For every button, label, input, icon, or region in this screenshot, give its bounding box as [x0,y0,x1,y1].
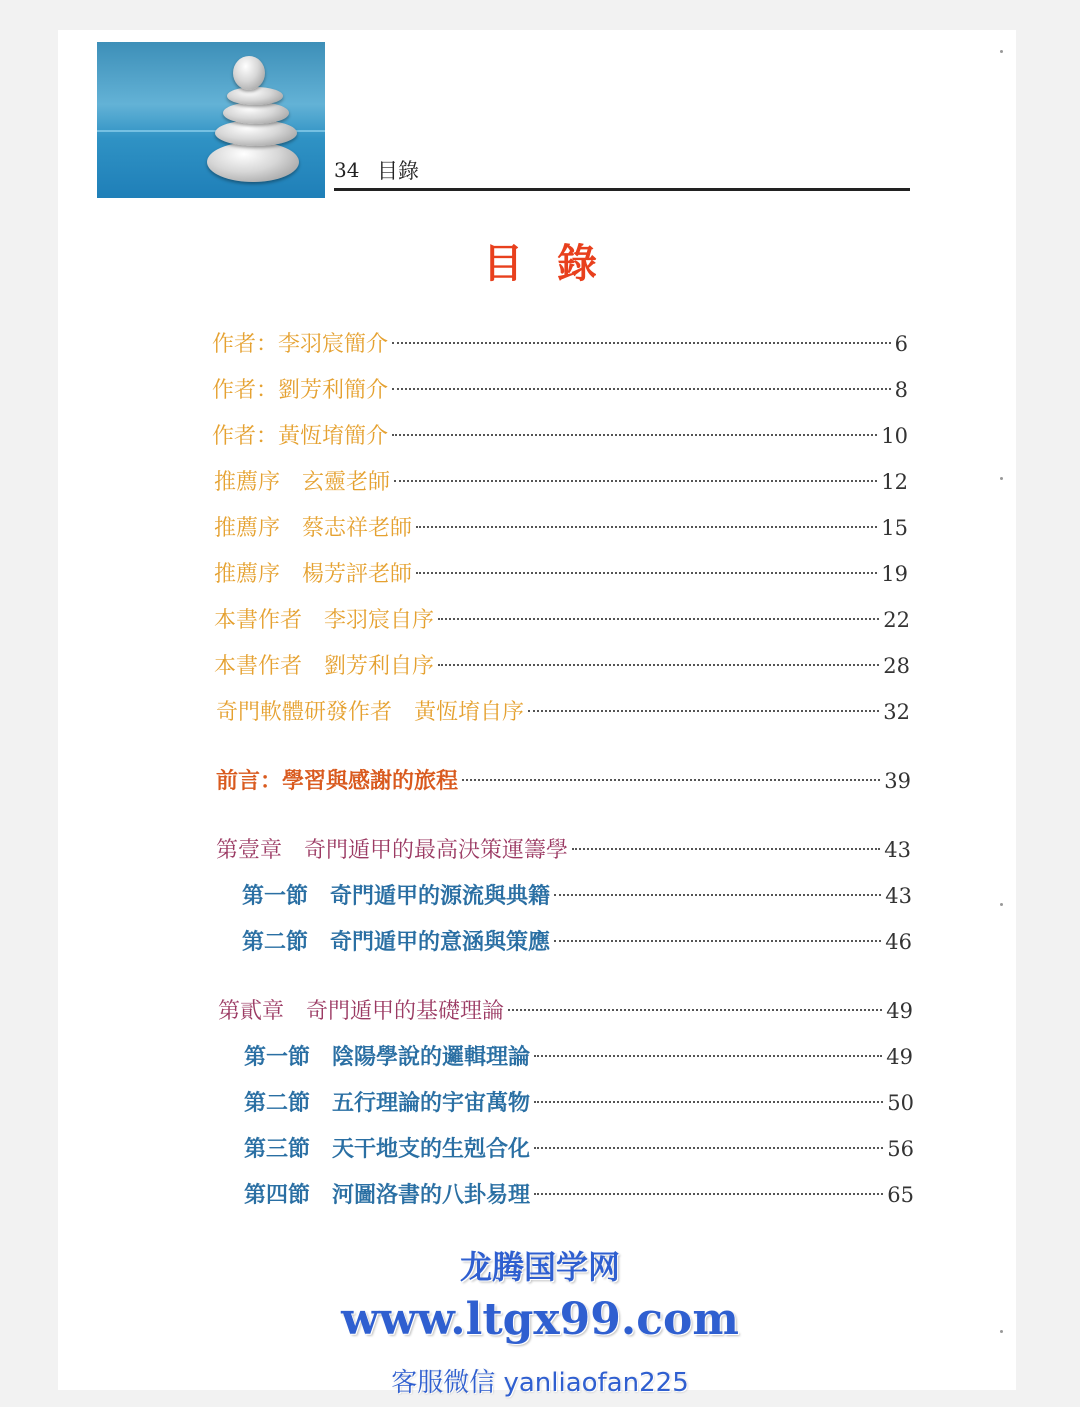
scan-speck [1000,477,1003,480]
toc-entry-page: 56 [887,1137,914,1161]
dot-leader [534,1101,883,1103]
dot-leader [416,572,877,574]
toc-entry-page: 32 [883,700,910,724]
toc-entry-label: 第三節 天干地支的生剋合化 [244,1136,531,1162]
toc-entry-label: 作者：劉芳利簡介 [212,378,389,403]
toc-entry [214,603,910,633]
toc-entry-page: 65 [887,1183,914,1207]
watermark-contact: 客服微信 yanliaofan225 [391,1368,689,1398]
toc-entry-label: 第四節 河圖洛書的八卦易理 [244,1182,531,1208]
toc-entry-page: 39 [884,769,911,793]
toc-entry-label: 第壹章 奇門遁甲的最高決策運籌學 [216,838,569,863]
dot-leader [438,618,879,620]
toc-entry-page: 22 [883,608,910,632]
dot-leader [554,940,881,942]
toc-entry-label: 作者：黃恆堉簡介 [212,424,389,449]
scan-speck [1000,50,1003,53]
toc-entry-page: 10 [881,424,908,448]
toc-entry [218,994,913,1024]
dot-leader [392,388,891,390]
toc-entry [242,925,912,955]
toc-entry [216,764,911,794]
toc-entry-page: 6 [894,332,908,356]
toc-entry [242,879,912,909]
dot-leader [554,894,881,896]
dot-leader [416,526,877,528]
toc-entry [244,1086,914,1116]
toc-entry [216,695,910,725]
dot-leader [438,664,879,666]
toc-entry-label: 本書作者 劉芳利自序 [214,654,435,679]
toc-entry [214,465,908,495]
toc-entry-page: 19 [881,562,908,586]
scan-speck [1000,903,1003,906]
toc-entry-page: 28 [883,654,910,678]
dot-leader [534,1147,883,1149]
toc-entry-label: 作者：李羽宸簡介 [212,332,389,357]
toc-entry-page: 46 [885,930,912,954]
watermark-url: www.ltgx99.com [341,1294,739,1345]
toc-entry [244,1132,914,1162]
toc-entry [244,1178,914,1208]
toc-entry [214,511,908,541]
toc-entry-label: 推薦序 蔡志祥老師 [214,516,413,541]
toc-entry [212,373,908,403]
toc-entry-label: 第二節 奇門遁甲的意涵與策應 [242,929,551,955]
dot-leader [392,342,891,344]
dot-leader [392,434,877,436]
toc-entry [212,419,908,449]
scan-speck [1000,1330,1003,1333]
dot-leader [534,1193,883,1195]
toc-entry-label: 推薦序 楊芳評老師 [214,562,413,587]
toc-title: 目錄 [483,240,631,287]
dot-leader [508,1009,882,1011]
toc-entry-label: 第一節 奇門遁甲的源流與典籍 [242,883,551,909]
toc-entry [244,1040,913,1070]
toc-entry-page: 49 [886,999,913,1023]
dot-leader [534,1055,882,1057]
toc-entry [216,833,911,863]
dot-leader [462,779,880,781]
dot-leader [394,480,877,482]
toc-entry-label: 本書作者 李羽宸自序 [214,608,435,633]
toc-entry-page: 43 [884,838,911,862]
running-header-title: 目錄 [377,159,419,183]
toc-entry-page: 8 [894,378,908,402]
toc-entry-page: 15 [881,516,908,540]
toc-entry-label: 奇門軟體研發作者 黃恆堉自序 [216,700,525,725]
toc-entry-page: 50 [887,1091,914,1115]
toc-entry-label: 前言：學習與感謝的旅程 [216,768,459,794]
dot-leader [528,710,879,712]
toc-entry-label: 第二節 五行理論的宇宙萬物 [244,1090,531,1116]
toc-entry-label: 推薦序 玄靈老師 [214,470,391,495]
header-rule [334,188,910,191]
balanced-stones-image [97,42,325,198]
toc-entry-page: 43 [885,884,912,908]
toc-entry [214,649,910,679]
toc-entry-page: 49 [886,1045,913,1069]
page-number: 34 [334,158,360,182]
toc-entry-page: 12 [881,470,908,494]
toc-entry [214,557,908,587]
toc-entry-label: 第貳章 奇門遁甲的基礎理論 [218,999,505,1024]
watermark-site-name: 龙腾国学网 [459,1248,620,1286]
toc-entry [212,327,908,357]
dot-leader [572,848,880,850]
toc-entry-label: 第一節 陰陽學說的邏輯理論 [244,1044,531,1070]
